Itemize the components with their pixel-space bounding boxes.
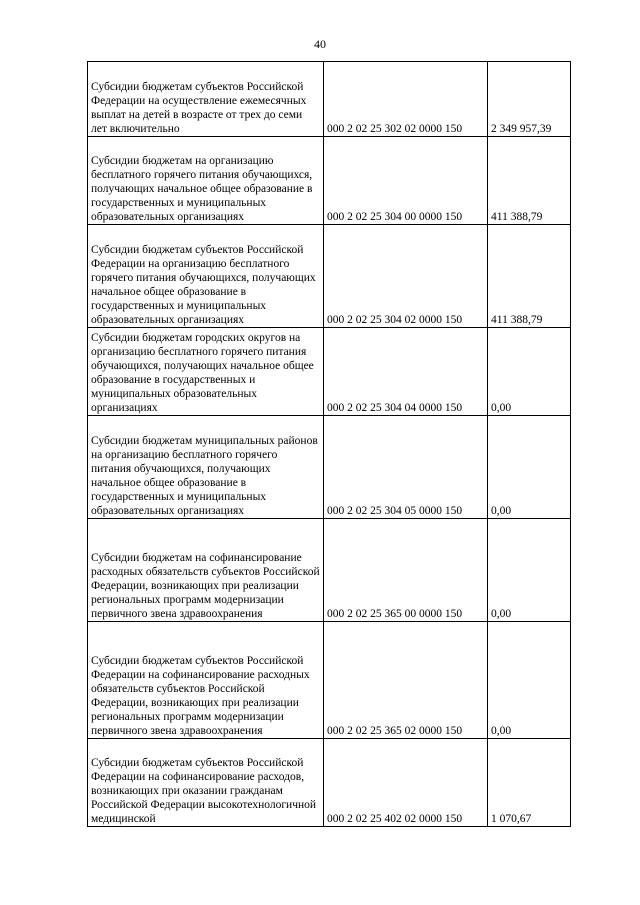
revenue-name-cell: Субсидии бюджетам городских округов на организацию бесплатного горячего питания обучающихся, получающих начальное общее образование в государственных и муниципальных образовательных организациях: [88, 328, 324, 416]
budget-code-cell: 000 2 02 25 304 02 0000 150: [324, 225, 488, 328]
table-row: [88, 622, 571, 739]
budget-code-cell: 000 2 02 25 402 02 0000 150: [324, 739, 488, 827]
amount-cell: 0,00: [488, 622, 571, 739]
amount-cell: 411 388,79: [488, 225, 571, 328]
page-number: 40: [314, 37, 326, 51]
table-row: [88, 225, 571, 328]
table-row: [88, 62, 571, 137]
amount-cell: 1 070,67: [488, 739, 571, 827]
budget-code-cell: 000 2 02 25 304 00 0000 150: [324, 137, 488, 225]
table-row: [88, 137, 571, 225]
revenue-name-cell: Субсидии бюджетам на организацию бесплатного горячего питания обучающихся, получающих начальное общее образование в государственных и муниципальных образовательных организациях: [88, 137, 324, 225]
table-row: [88, 739, 571, 827]
budget-code-cell: 000 2 02 25 365 02 0000 150: [324, 622, 488, 739]
revenue-name-cell: Субсидии бюджетам субъектов Российской Федерации на организацию бесплатного горячего питания обучающихся, получающих начальное общее образование в государственных и муниципальных образовательных организациях: [88, 225, 324, 328]
revenue-name-cell: Субсидии бюджетам на софинансирование расходных обязательств субъектов Российской Федерации, возникающих при реализации региональных программ модернизации первичного звена здравоохранения: [88, 519, 324, 622]
revenue-name-cell: Субсидии бюджетам субъектов Российской Федерации на софинансирование расходов, возникающих при оказании гражданам Российской Федерации высокотехнологичной медицинской: [88, 739, 324, 827]
amount-cell: 0,00: [488, 416, 571, 519]
table-row: [88, 519, 571, 622]
budget-code-cell: 000 2 02 25 304 05 0000 150: [324, 416, 488, 519]
budget-code-cell: 000 2 02 25 302 02 0000 150: [324, 62, 488, 137]
budget-revenue-table: [87, 61, 571, 827]
amount-cell: 2 349 957,39: [488, 62, 571, 137]
amount-cell: 0,00: [488, 519, 571, 622]
amount-cell: 411 388,79: [488, 137, 571, 225]
amount-cell: 0,00: [488, 328, 571, 416]
table-row: [88, 416, 571, 519]
revenue-name-cell: Субсидии бюджетам муниципальных районов на организацию бесплатного горячего питания обучающихся, получающих начальное общее образование в государственных и муниципальных образовательных организациях: [88, 416, 324, 519]
budget-code-cell: 000 2 02 25 365 00 0000 150: [324, 519, 488, 622]
revenue-name-cell: Субсидии бюджетам субъектов Российской Федерации на осуществление ежемесячных выплат на детей в возрасте от трех до семи лет включительно: [88, 62, 324, 137]
table-row: [88, 328, 571, 416]
revenue-name-cell: Субсидии бюджетам субъектов Российской Федерации на софинансирование расходных обязательств субъектов Российской Федерации, возникающих при реализации региональных программ модернизации первичного звена здравоохранения: [88, 622, 324, 739]
budget-code-cell: 000 2 02 25 304 04 0000 150: [324, 328, 488, 416]
